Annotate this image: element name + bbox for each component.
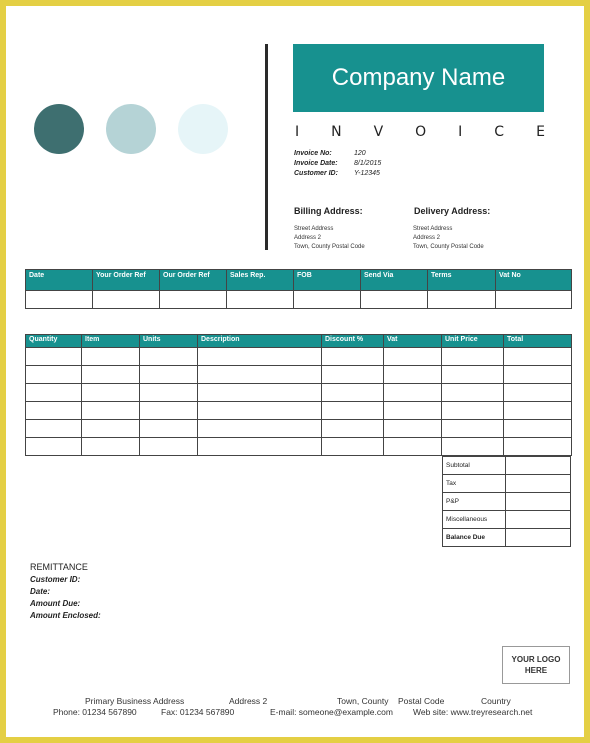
column-header: Vat <box>384 335 442 348</box>
billing-line: Town, County Postal Code <box>294 244 365 250</box>
column-header: Discount % <box>322 335 384 348</box>
table-row <box>26 291 572 309</box>
totals-row <box>443 511 571 529</box>
remittance-amount-enclosed: Amount Enclosed: <box>30 611 101 620</box>
remittance-section <box>30 562 101 622</box>
column-header: Our Order Ref <box>160 270 227 291</box>
table-cell[interactable] <box>140 384 198 402</box>
column-header: Sales Rep. <box>227 270 294 291</box>
customer-id-label: Customer ID: <box>294 170 338 177</box>
table-cell[interactable] <box>198 402 322 420</box>
column-header: Units <box>140 335 198 348</box>
table-cell[interactable] <box>442 420 504 438</box>
delivery-line: Town, County Postal Code <box>413 244 484 250</box>
invoice-date-value: 8/1/2015 <box>354 160 382 167</box>
table-cell[interactable] <box>26 291 93 309</box>
billing-address-heading: Billing Address: <box>294 206 363 216</box>
invoice-letter: N <box>331 124 342 140</box>
miscellaneous-label: Miscellaneous <box>443 511 506 529</box>
remittance-customer-id: Customer ID: <box>30 575 81 584</box>
logo-text: YOUR LOGO HERE <box>511 655 561 675</box>
table-cell[interactable] <box>26 402 82 420</box>
delivery-line: Address 2 <box>413 235 441 241</box>
decorative-circle-dark <box>34 104 84 154</box>
footer-address2: Address 2 <box>229 696 268 706</box>
table-cell[interactable] <box>160 291 227 309</box>
table-cell[interactable] <box>322 366 384 384</box>
billing-address <box>294 225 365 252</box>
remittance-title: REMITTANCE <box>30 562 88 572</box>
table-cell[interactable] <box>384 420 442 438</box>
subtotal-label: Subtotal <box>443 457 506 475</box>
table-cell[interactable] <box>504 366 572 384</box>
table-cell[interactable] <box>26 348 82 366</box>
invoice-letter: V <box>373 124 384 140</box>
pp-label: P&P <box>443 493 506 511</box>
table-cell[interactable] <box>504 384 572 402</box>
table-cell[interactable] <box>26 438 82 456</box>
column-header: Terms <box>428 270 496 291</box>
table-cell[interactable] <box>140 420 198 438</box>
table-cell[interactable] <box>82 384 140 402</box>
table-row <box>26 438 572 456</box>
invoice-letter: E <box>536 124 545 140</box>
table-cell[interactable] <box>322 384 384 402</box>
table-cell[interactable] <box>384 438 442 456</box>
column-header: Description <box>198 335 322 348</box>
table-cell[interactable] <box>140 348 198 366</box>
footer-email: E-mail: someone@example.com <box>270 707 393 717</box>
invoice-title <box>295 124 545 140</box>
company-name-banner <box>293 44 544 112</box>
table-cell[interactable] <box>442 366 504 384</box>
table-cell[interactable] <box>198 366 322 384</box>
line-items-table <box>25 334 572 456</box>
totals-row <box>443 493 571 511</box>
logo-placeholder <box>502 646 570 684</box>
table-cell[interactable] <box>504 348 572 366</box>
table-cell[interactable] <box>322 420 384 438</box>
footer-town: Town, County <box>337 696 389 706</box>
column-header: Vat No <box>496 270 572 291</box>
table-header-row <box>26 335 572 348</box>
table-cell[interactable] <box>322 348 384 366</box>
tax-value[interactable] <box>506 475 571 493</box>
delivery-address <box>413 225 484 252</box>
miscellaneous-value[interactable] <box>506 511 571 529</box>
table-cell[interactable] <box>82 366 140 384</box>
invoice-letter: O <box>415 124 427 140</box>
decorative-circle-mid <box>106 104 156 154</box>
balance-due-label: Balance Due <box>443 529 506 547</box>
table-cell[interactable] <box>384 366 442 384</box>
table-cell[interactable] <box>384 348 442 366</box>
table-cell[interactable] <box>504 402 572 420</box>
table-row <box>26 384 572 402</box>
column-header: FOB <box>294 270 361 291</box>
table-cell[interactable] <box>322 438 384 456</box>
table-cell[interactable] <box>82 420 140 438</box>
table-cell[interactable] <box>140 402 198 420</box>
header-divider <box>265 44 268 250</box>
table-cell[interactable] <box>82 438 140 456</box>
table-cell[interactable] <box>442 348 504 366</box>
table-row <box>26 420 572 438</box>
remittance-date: Date: <box>30 587 51 596</box>
billing-line: Street Address <box>294 226 334 232</box>
table-cell[interactable] <box>198 348 322 366</box>
table-cell[interactable] <box>442 402 504 420</box>
table-cell[interactable] <box>227 291 294 309</box>
footer-postal: Postal Code <box>398 696 445 706</box>
invoice-meta <box>294 149 381 179</box>
table-cell[interactable] <box>361 291 428 309</box>
table-cell[interactable] <box>26 366 82 384</box>
table-cell[interactable] <box>140 366 198 384</box>
delivery-line: Street Address <box>413 226 453 232</box>
column-header: Quantity <box>26 335 82 348</box>
totals-row <box>443 475 571 493</box>
table-cell[interactable] <box>82 402 140 420</box>
balance-due-value[interactable] <box>506 529 571 547</box>
subtotal-value[interactable] <box>506 457 571 475</box>
pp-value[interactable] <box>506 493 571 511</box>
invoice-letter: C <box>494 124 505 140</box>
tax-label: Tax <box>443 475 506 493</box>
remittance-amount-due: Amount Due: <box>30 599 81 608</box>
table-cell[interactable] <box>504 438 572 456</box>
invoice-letter: I <box>295 124 300 140</box>
column-header: Send Via <box>361 270 428 291</box>
table-row <box>26 348 572 366</box>
table-cell[interactable] <box>26 384 82 402</box>
customer-id-value: Y-12345 <box>354 170 380 177</box>
table-cell[interactable] <box>198 384 322 402</box>
table-row <box>26 402 572 420</box>
table-cell[interactable] <box>93 291 160 309</box>
table-cell[interactable] <box>26 420 82 438</box>
table-cell[interactable] <box>384 384 442 402</box>
table-cell[interactable] <box>504 420 572 438</box>
table-cell[interactable] <box>442 384 504 402</box>
column-header: Date <box>26 270 93 291</box>
table-header-row <box>26 270 572 291</box>
invoice-date-label: Invoice Date: <box>294 160 338 167</box>
table-cell[interactable] <box>198 438 322 456</box>
footer-address: Primary Business Address <box>85 696 185 706</box>
table-cell[interactable] <box>428 291 496 309</box>
invoice-letter: I <box>458 124 463 140</box>
column-header: Unit Price <box>442 335 504 348</box>
table-row <box>26 366 572 384</box>
column-header: Total <box>504 335 572 348</box>
order-details-table <box>25 269 572 309</box>
table-cell[interactable] <box>384 402 442 420</box>
table-cell[interactable] <box>82 348 140 366</box>
column-header: Your Order Ref <box>93 270 160 291</box>
totals-row <box>443 529 571 547</box>
invoice-no-row <box>294 149 381 159</box>
invoice-date-row <box>294 159 381 169</box>
totals-table <box>442 456 571 547</box>
footer-fax: Fax: 01234 567890 <box>161 707 235 717</box>
billing-line: Address 2 <box>294 235 322 241</box>
customer-id-row <box>294 169 381 179</box>
invoice-page <box>6 6 584 737</box>
table-cell[interactable] <box>442 438 504 456</box>
table-cell[interactable] <box>294 291 361 309</box>
delivery-address-heading: Delivery Address: <box>414 206 491 216</box>
invoice-no-label: Invoice No: <box>294 150 332 157</box>
footer-country: Country <box>481 696 511 706</box>
company-name: Company Name <box>331 64 506 91</box>
table-cell[interactable] <box>198 420 322 438</box>
table-cell[interactable] <box>140 438 198 456</box>
totals-row <box>443 457 571 475</box>
column-header: Item <box>82 335 140 348</box>
footer-phone: Phone: 01234 567890 <box>53 707 137 717</box>
table-cell[interactable] <box>322 402 384 420</box>
footer-website: Web site: www.treyresearch.net <box>413 707 533 717</box>
table-cell[interactable] <box>496 291 572 309</box>
decorative-circle-light <box>178 104 228 154</box>
invoice-no-value: 120 <box>354 150 366 157</box>
